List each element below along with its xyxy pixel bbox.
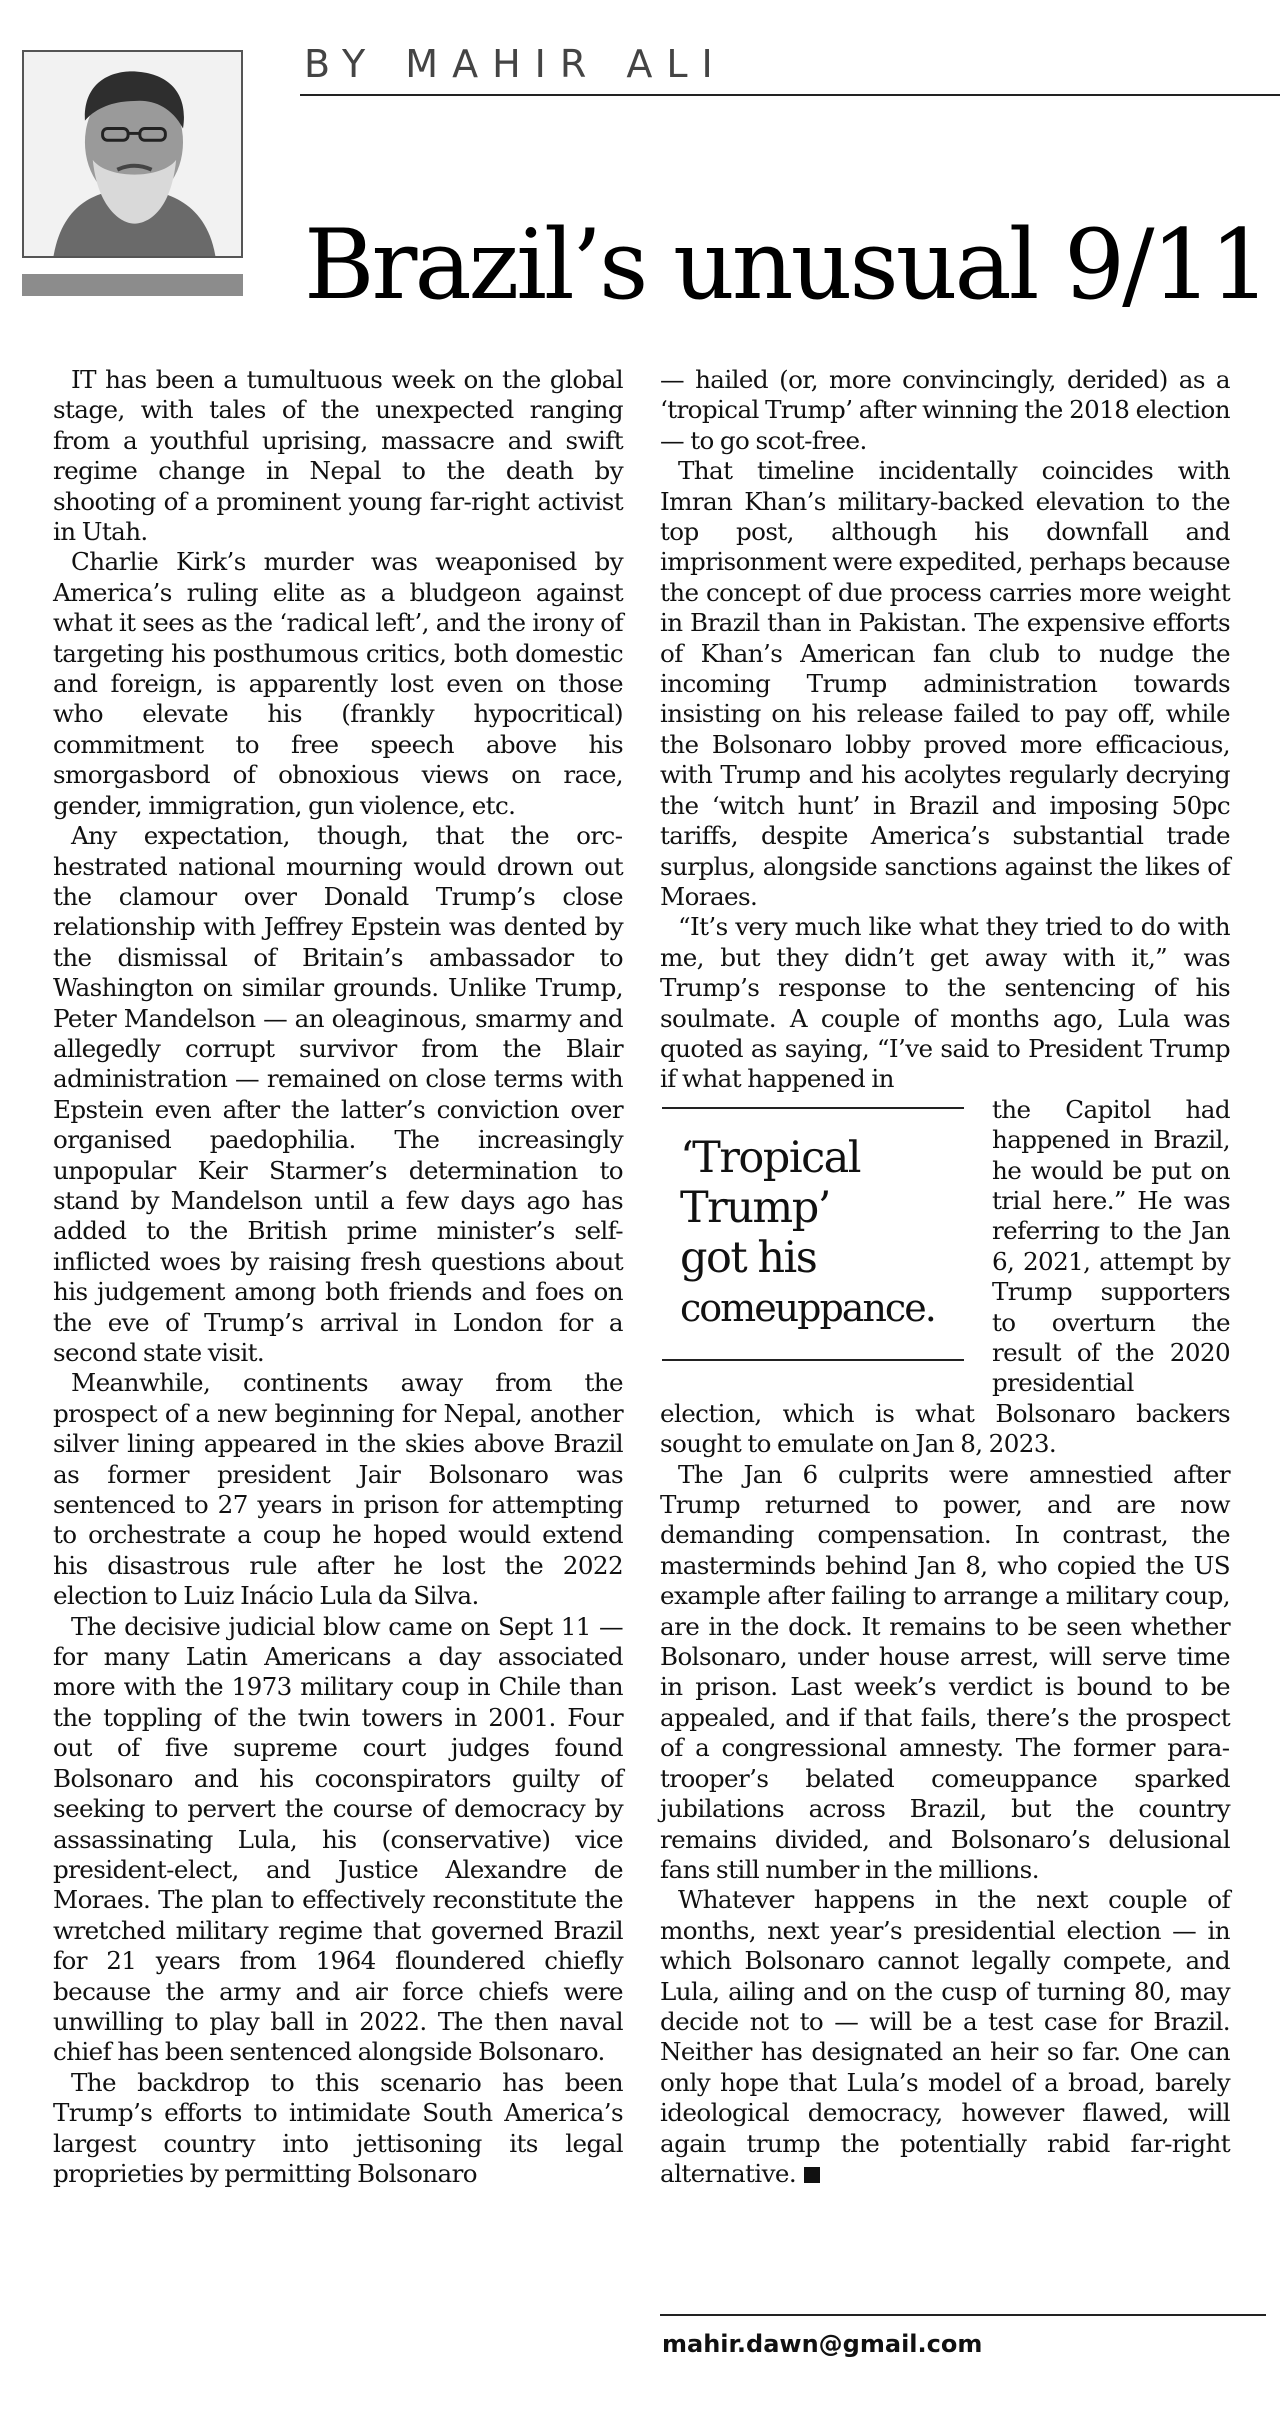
headline: Brazil’s unusual 9/11	[304, 209, 1268, 321]
paragraph: Any expectation, though, that the orchestrated national mourning would drown out the clamour over Donald Trump’s close relationship with Jeffrey Epstein was dented by the dismissal of Britain’s ambassador to Washington on similar grounds. Unlike Trump, Peter Mandelson — an oleaginous, smarmy and allegedly corrupt survivor from the Blair administration — remained on close terms with Epstein even after the latter’s conviction over organised paedophilia. The increasingly unpopular Keir Starmer’s determination to stand by Mandelson until a few days ago has added to the British prime minister’s self-inflicted woes by raising fresh questions about his judgement among both friends and foes on the eve of Trump’s arrival in London for a second state visit.	[53, 821, 623, 1367]
paragraph	[660, 1885, 1230, 2189]
pull-quote-line: ‘Tropical	[680, 1132, 861, 1183]
paragraph: IT has been a tumultuous week on the global stage, with tales of the unexpected ranging from a youthful uprising, massacre and swift regime change in Nepal to the death by shooting of a prominent young far-right activist in Utah.	[53, 365, 623, 547]
paragraph: Charlie Kirk’s murder was weaponised by America’s ruling elite as a bludgeon against what it sees as the ‘radical left’, and the irony of targeting his posthumous critics, both domestic and foreign, is apparently lost even on those who elevate his (frankly hypocritical) commitment to free speech above his smorgasbord of obnoxious views on race, gender, immigration, gun violence, etc.	[53, 547, 623, 820]
pull-quote-line: got his	[680, 1232, 817, 1283]
author-photo	[22, 50, 243, 258]
pull-quote	[662, 1107, 964, 1361]
article-column-right	[660, 365, 1230, 2189]
paragraph-continued: the Capitol had happened in Brazil, he would be put on trial here.” He was referring to the Jan 6, 2021, attempt by Trump supporters to overturn the result of the 2020 presidential election, which is what Bolsonaro backers sought to emulate on Jan 8, 2023.	[660, 1094, 1230, 1459]
final-paragraph-text: Whatever happens in the next couple of months, next year’s presidential election — in which Bolsonaro cannot legally compete, and Lula, ailing and on the cusp of turning 80, may decide not to — will be a test case for Brazil. Neither has designated an heir so far. One can only hope that Lula’s model of a broad, barely ideological democracy, however flawed, will again trump the potentially rabid far-right alternative.	[660, 1885, 1230, 2188]
pull-quote-text	[680, 1133, 964, 1333]
paragraph: That timeline incidentally coincides with Imran Khan’s military-backed elevation to the top post, although his downfall and imprisonment were expedited, perhaps because the concept of due process carries more weight in Brazil than in Pakistan. The expensive efforts of Khan’s American fan club to nudge the incoming Trump administration towards insisting on his release failed to pay off, while the Bolsonaro lobby proved more efficacious, with Trump and his acolytes regularly decrying the ‘witch hunt’ in Brazil and imposing 50pc tariffs, despite America’s substantial trade surplus, alongside sanctions against the likes of Moraes.	[660, 456, 1230, 911]
author-email: mahir.dawn@gmail.com	[662, 2330, 983, 2358]
footer-rule	[660, 2314, 1266, 2316]
byline: BY MAHIR ALI	[304, 42, 727, 86]
paragraph: — hailed (or, more convincingly, derided) as a ‘tropical Trump’ after winning the 2018 election — to go scot-free.	[660, 365, 1230, 455]
header-rule	[300, 94, 1280, 96]
end-of-article-mark	[804, 2167, 820, 2183]
paragraph: The Jan 6 culprits were amnestied after Trump returned to power, and are now demanding compensation. In contrast, the masterminds behind Jan 8, who copied the US example after failing to arrange a military coup, are in the dock. It remains to be seen whether Bolsonaro, under house arrest, will serve time in prison. Last week’s verdict is bound to be appealed, and if that fails, there’s the prospect of a congressional amnesty. The former paratrooper’s belated comeuppance sparked jubilations across Brazil, but the country remains divided, and Bolsonaro’s delusional fans still number in the millions.	[660, 1459, 1230, 1884]
paragraph: The decisive judicial blow came on Sept 11 — for many Latin Americans a day associated more with the 1973 military coup in Chile than the toppling of the twin towers in 2001. Four out of five supreme court judges found Bolsonaro and his coconspirators guilty of seeking to pervert the course of democracy by assassinating Lula, his (conservative) vice president-elect, and Justice Alexandre de Moraes. The plan to effectively reconstitute the wretched military regime that governed Brazil for 21 years from 1964 floundered chiefly because the army and air force chiefs were unwilling to play ball in 2022. The then naval chief has been sentenced alongside Bolsonaro.	[53, 1611, 623, 2067]
byline-accent-bar	[22, 274, 243, 296]
article-column-left	[53, 365, 623, 2189]
paragraph: Meanwhile, continents away from the prospect of a new beginning for Nepal, another silver lining appeared in the skies above Brazil as former president Jair Bolsonaro was sentenced to 27 years in prison for attempting to orchestrate a coup he hoped would extend his disastrous rule after he lost the 2022 election to Luiz Inácio Lula da Silva.	[53, 1368, 623, 1611]
author-portrait-illustration	[24, 52, 241, 256]
paragraph: The backdrop to this scenario has been Trump’s efforts to intimidate South America’s largest country into jettisoning its legal proprieties by permitting Bolsonaro	[53, 2067, 623, 2188]
pull-quote-line: Trump’	[680, 1182, 830, 1233]
paragraph: “It’s very much like what they tried to do with me, but they didn’t get away with it,” was Trump’s response to the sentencing of his soulmate. A couple of months ago, Lula was quoted as saying, “I’ve said to President Trump if what happened in	[660, 912, 1230, 1094]
pull-quote-line: comeuppance.	[680, 1285, 935, 1330]
